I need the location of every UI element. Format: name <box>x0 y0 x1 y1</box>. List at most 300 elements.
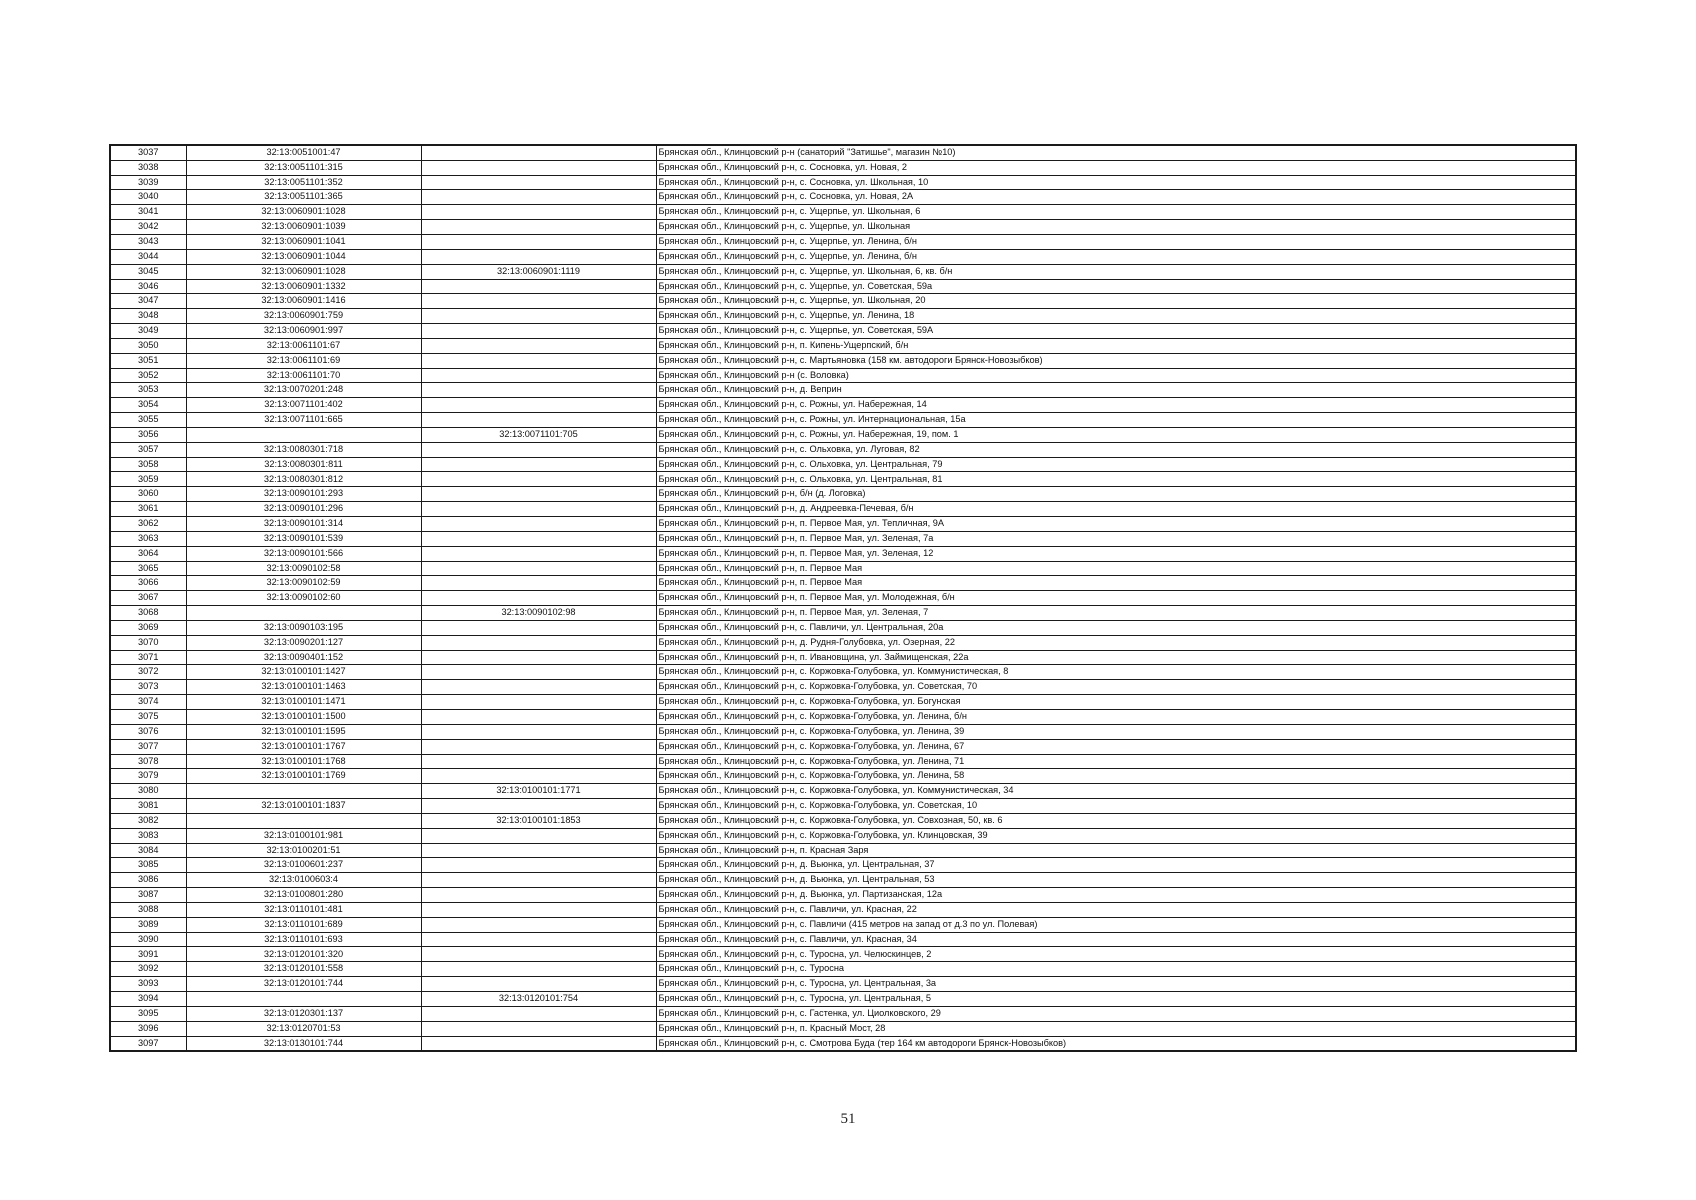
address-cell: Брянская обл., Клинцовский р-н, п. Первое Мая <box>656 576 1576 591</box>
related-cadastral-number-cell <box>421 932 656 947</box>
row-number-cell: 3038 <box>110 160 186 175</box>
cadastral-number-cell <box>186 784 421 799</box>
row-number-cell: 3072 <box>110 665 186 680</box>
cadastral-number-cell: 32:13:0090101:566 <box>186 546 421 561</box>
address-cell: Брянская обл., Клинцовский р-н, с. Ущерпье, ул. Советская, 59А <box>656 324 1576 339</box>
row-number-cell: 3092 <box>110 962 186 977</box>
cadastral-number-cell: 32:13:0110101:481 <box>186 902 421 917</box>
address-cell: Брянская обл., Клинцовский р-н, с. Туросна, ул. Челюскинцев, 2 <box>656 947 1576 962</box>
related-cadastral-number-cell <box>421 1021 656 1036</box>
table-row <box>110 606 1576 621</box>
related-cadastral-number-cell <box>421 309 656 324</box>
address-cell: Брянская обл., Клинцовский р-н, с. Мартьяновка (158 км. автодороги Брянск-Новозыбков) <box>656 353 1576 368</box>
address-cell: Брянская обл., Клинцовский р-н, с. Ущерпье, ул. Школьная, 6, кв. б/н <box>656 264 1576 279</box>
table-row <box>110 234 1576 249</box>
cadastral-number-cell: 32:13:0090101:296 <box>186 502 421 517</box>
cadastral-number-cell: 32:13:0100101:1767 <box>186 739 421 754</box>
row-number-cell: 3083 <box>110 828 186 843</box>
address-cell: Брянская обл., Клинцовский р-н, с. Коржовка-Голубовка, ул. Советская, 10 <box>656 799 1576 814</box>
table-row <box>110 724 1576 739</box>
cadastral-number-cell: 32:13:0100101:1471 <box>186 695 421 710</box>
row-number-cell: 3064 <box>110 546 186 561</box>
cadastral-number-cell: 32:13:0060901:1332 <box>186 279 421 294</box>
table-row <box>110 754 1576 769</box>
table-row <box>110 309 1576 324</box>
address-cell: Брянская обл., Клинцовский р-н (санаторий "Затишье", магазин №10) <box>656 145 1576 160</box>
related-cadastral-number-cell <box>421 413 656 428</box>
related-cadastral-number-cell <box>421 353 656 368</box>
related-cadastral-number-cell <box>421 873 656 888</box>
cadastral-number-cell: 32:13:0100101:1500 <box>186 709 421 724</box>
related-cadastral-number-cell <box>421 799 656 814</box>
address-cell: Брянская обл., Клинцовский р-н, с. Коржовка-Голубовка, ул. Ленина, 71 <box>656 754 1576 769</box>
address-cell: Брянская обл., Клинцовский р-н, с. Ольховка, ул. Центральная, 79 <box>656 457 1576 472</box>
row-number-cell: 3037 <box>110 145 186 160</box>
related-cadastral-number-cell <box>421 917 656 932</box>
row-number-cell: 3055 <box>110 413 186 428</box>
row-number-cell: 3049 <box>110 324 186 339</box>
address-cell: Брянская обл., Клинцовский р-н, п. Первое Мая, ул. Зеленая, 12 <box>656 546 1576 561</box>
cadastral-number-cell: 32:13:0100101:1595 <box>186 724 421 739</box>
row-number-cell: 3050 <box>110 338 186 353</box>
address-cell: Брянская обл., Клинцовский р-н, п. Красный Мост, 28 <box>656 1021 1576 1036</box>
related-cadastral-number-cell: 32:13:0100101:1771 <box>421 784 656 799</box>
cadastral-number-cell: 32:13:0061101:67 <box>186 338 421 353</box>
cadastral-number-cell: 32:13:0060901:1044 <box>186 249 421 264</box>
related-cadastral-number-cell <box>421 145 656 160</box>
cadastral-number-cell <box>186 606 421 621</box>
row-number-cell: 3069 <box>110 620 186 635</box>
table-row <box>110 576 1576 591</box>
address-cell: Брянская обл., Клинцовский р-н, с. Ущерпье, ул. Ленина, 18 <box>656 309 1576 324</box>
address-cell: Брянская обл., Клинцовский р-н, с. Павличи, ул. Красная, 22 <box>656 902 1576 917</box>
related-cadastral-number-cell <box>421 190 656 205</box>
address-cell: Брянская обл., Клинцовский р-н, д. Вьюнка, ул. Центральная, 53 <box>656 873 1576 888</box>
cadastral-number-cell: 32:13:0090201:127 <box>186 635 421 650</box>
address-cell: Брянская обл., Клинцовский р-н, с. Смотрова Буда (тер 164 км автодороги Брянск-Новозыбков) <box>656 1036 1576 1051</box>
row-number-cell: 3071 <box>110 650 186 665</box>
page-number: 51 <box>840 1111 856 1127</box>
row-number-cell: 3087 <box>110 888 186 903</box>
address-cell: Брянская обл., Клинцовский р-н, д. Андреевка-Печевая, б/н <box>656 502 1576 517</box>
related-cadastral-number-cell <box>421 724 656 739</box>
address-cell: Брянская обл., Клинцовский р-н, с. Ущерпье, ул. Ленина, б/н <box>656 234 1576 249</box>
address-cell: Брянская обл., Клинцовский р-н, с. Ущерпье, ул. Школьная, 20 <box>656 294 1576 309</box>
address-cell: Брянская обл., Клинцовский р-н (с. Воловка) <box>656 368 1576 383</box>
cadastral-number-cell: 32:13:0051101:315 <box>186 160 421 175</box>
table-row <box>110 160 1576 175</box>
cadastral-number-cell: 32:13:0060901:1028 <box>186 264 421 279</box>
row-number-cell: 3068 <box>110 606 186 621</box>
row-number-cell: 3085 <box>110 858 186 873</box>
related-cadastral-number-cell <box>421 249 656 264</box>
related-cadastral-number-cell <box>421 635 656 650</box>
table-row <box>110 546 1576 561</box>
address-cell: Брянская обл., Клинцовский р-н, б/н (д. Логовка) <box>656 487 1576 502</box>
table-row <box>110 799 1576 814</box>
cadastral-number-cell: 32:13:0090103:195 <box>186 620 421 635</box>
row-number-cell: 3054 <box>110 398 186 413</box>
cadastral-number-cell: 32:13:0080301:811 <box>186 457 421 472</box>
address-cell: Брянская обл., Клинцовский р-н, д. Вьюнка, ул. Центральная, 37 <box>656 858 1576 873</box>
related-cadastral-number-cell <box>421 754 656 769</box>
table-row <box>110 769 1576 784</box>
row-number-cell: 3047 <box>110 294 186 309</box>
cadastral-number-cell: 32:13:0090102:58 <box>186 561 421 576</box>
address-cell: Брянская обл., Клинцовский р-н, с. Коржовка-Голубовка, ул. Ленина, 67 <box>656 739 1576 754</box>
row-number-cell: 3044 <box>110 249 186 264</box>
row-number-cell: 3080 <box>110 784 186 799</box>
table-row <box>110 620 1576 635</box>
row-number-cell: 3048 <box>110 309 186 324</box>
address-cell: Брянская обл., Клинцовский р-н, с. Сосновка, ул. Новая, 2 <box>656 160 1576 175</box>
table-row <box>110 457 1576 472</box>
related-cadastral-number-cell <box>421 294 656 309</box>
table-row <box>110 635 1576 650</box>
related-cadastral-number-cell <box>421 175 656 190</box>
cadastral-number-cell: 32:13:0100101:1427 <box>186 665 421 680</box>
row-number-cell: 3053 <box>110 383 186 398</box>
table-row <box>110 873 1576 888</box>
row-number-cell: 3058 <box>110 457 186 472</box>
cadastral-number-cell: 32:13:0120701:53 <box>186 1021 421 1036</box>
address-cell: Брянская обл., Клинцовский р-н, с. Ольховка, ул. Луговая, 82 <box>656 442 1576 457</box>
table-row <box>110 888 1576 903</box>
table-row <box>110 324 1576 339</box>
cadastral-number-cell <box>186 813 421 828</box>
related-cadastral-number-cell <box>421 324 656 339</box>
related-cadastral-number-cell <box>421 843 656 858</box>
table-row <box>110 977 1576 992</box>
row-number-cell: 3078 <box>110 754 186 769</box>
related-cadastral-number-cell <box>421 665 656 680</box>
related-cadastral-number-cell <box>421 160 656 175</box>
row-number-cell: 3062 <box>110 517 186 532</box>
cadastral-number-cell: 32:13:0060901:1028 <box>186 205 421 220</box>
address-cell: Брянская обл., Клинцовский р-н, с. Туросна <box>656 962 1576 977</box>
table-row <box>110 353 1576 368</box>
related-cadastral-number-cell <box>421 1006 656 1021</box>
related-cadastral-number-cell <box>421 858 656 873</box>
cadastral-number-cell: 32:13:0120101:320 <box>186 947 421 962</box>
table-row <box>110 487 1576 502</box>
cadastral-number-cell: 32:13:0090102:60 <box>186 591 421 606</box>
row-number-cell: 3084 <box>110 843 186 858</box>
address-cell: Брянская обл., Клинцовский р-н, п. Красная Заря <box>656 843 1576 858</box>
table-row <box>110 249 1576 264</box>
cadastral-number-cell: 32:13:0090101:539 <box>186 531 421 546</box>
table-row <box>110 813 1576 828</box>
row-number-cell: 3066 <box>110 576 186 591</box>
related-cadastral-number-cell <box>421 888 656 903</box>
row-number-cell: 3059 <box>110 472 186 487</box>
related-cadastral-number-cell: 32:13:0060901:1119 <box>421 264 656 279</box>
registry-table <box>109 144 1577 1052</box>
row-number-cell: 3065 <box>110 561 186 576</box>
table-row <box>110 398 1576 413</box>
cadastral-number-cell: 32:13:0110101:689 <box>186 917 421 932</box>
related-cadastral-number-cell <box>421 234 656 249</box>
cadastral-number-cell: 32:13:0060901:1416 <box>186 294 421 309</box>
cadastral-number-cell <box>186 427 421 442</box>
cadastral-number-cell: 32:13:0071101:665 <box>186 413 421 428</box>
cadastral-number-cell: 32:13:0120101:558 <box>186 962 421 977</box>
cadastral-number-cell: 32:13:0120301:137 <box>186 1006 421 1021</box>
address-cell: Брянская обл., Клинцовский р-н, с. Коржовка-Голубовка, ул. Ленина, 58 <box>656 769 1576 784</box>
row-number-cell: 3075 <box>110 709 186 724</box>
address-cell: Брянская обл., Клинцовский р-н, с. Ольховка, ул. Центральная, 81 <box>656 472 1576 487</box>
related-cadastral-number-cell <box>421 561 656 576</box>
table-row <box>110 843 1576 858</box>
address-cell: Брянская обл., Клинцовский р-н, с. Коржовка-Голубовка, ул. Ленина, б/н <box>656 709 1576 724</box>
related-cadastral-number-cell <box>421 487 656 502</box>
row-number-cell: 3056 <box>110 427 186 442</box>
address-cell: Брянская обл., Клинцовский р-н, с. Коржовка-Голубовка, ул. Богунская <box>656 695 1576 710</box>
cadastral-number-cell: 32:13:0090101:314 <box>186 517 421 532</box>
table-row <box>110 205 1576 220</box>
table-row <box>110 962 1576 977</box>
row-number-cell: 3093 <box>110 977 186 992</box>
row-number-cell: 3043 <box>110 234 186 249</box>
cadastral-number-cell: 32:13:0100201:51 <box>186 843 421 858</box>
row-number-cell: 3045 <box>110 264 186 279</box>
cadastral-number-cell: 32:13:0080301:812 <box>186 472 421 487</box>
related-cadastral-number-cell <box>421 709 656 724</box>
address-cell: Брянская обл., Клинцовский р-н, с. Туросна, ул. Центральная, 5 <box>656 992 1576 1007</box>
table-row <box>110 665 1576 680</box>
address-cell: Брянская обл., Клинцовский р-н, с. Туросна, ул. Центральная, 3а <box>656 977 1576 992</box>
cadastral-number-cell: 32:13:0061101:70 <box>186 368 421 383</box>
cadastral-number-cell: 32:13:0100101:1768 <box>186 754 421 769</box>
table-row <box>110 709 1576 724</box>
table-row <box>110 220 1576 235</box>
related-cadastral-number-cell <box>421 576 656 591</box>
row-number-cell: 3089 <box>110 917 186 932</box>
cadastral-number-cell: 32:13:0100101:1463 <box>186 680 421 695</box>
address-cell: Брянская обл., Клинцовский р-н, с. Ущерпье, ул. Школьная <box>656 220 1576 235</box>
address-cell: Брянская обл., Клинцовский р-н, с. Коржовка-Голубовка, ул. Клинцовская, 39 <box>656 828 1576 843</box>
cadastral-number-cell: 32:13:0061101:69 <box>186 353 421 368</box>
table-row <box>110 1006 1576 1021</box>
table-row <box>110 680 1576 695</box>
related-cadastral-number-cell <box>421 695 656 710</box>
address-cell: Брянская обл., Клинцовский р-н, п. Первое Мая, ул. Зеленая, 7а <box>656 531 1576 546</box>
related-cadastral-number-cell: 32:13:0100101:1853 <box>421 813 656 828</box>
table-row <box>110 413 1576 428</box>
cadastral-number-cell: 32:13:0051001:47 <box>186 145 421 160</box>
address-cell: Брянская обл., Клинцовский р-н, п. Ивановщина, ул. Займищенская, 22а <box>656 650 1576 665</box>
cadastral-number-cell: 32:13:0120101:744 <box>186 977 421 992</box>
related-cadastral-number-cell <box>421 502 656 517</box>
related-cadastral-number-cell <box>421 472 656 487</box>
row-number-cell: 3077 <box>110 739 186 754</box>
table-row <box>110 517 1576 532</box>
row-number-cell: 3061 <box>110 502 186 517</box>
address-cell: Брянская обл., Клинцовский р-н, д. Веприн <box>656 383 1576 398</box>
address-cell: Брянская обл., Клинцовский р-н, с. Сосновка, ул. Школьная, 10 <box>656 175 1576 190</box>
row-number-cell: 3091 <box>110 947 186 962</box>
row-number-cell: 3086 <box>110 873 186 888</box>
cadastral-number-cell: 32:13:0110101:693 <box>186 932 421 947</box>
cadastral-number-cell: 32:13:0060901:1041 <box>186 234 421 249</box>
table-row <box>110 427 1576 442</box>
table-row <box>110 531 1576 546</box>
table-row <box>110 338 1576 353</box>
cadastral-number-cell: 32:13:0100801:280 <box>186 888 421 903</box>
table-row <box>110 279 1576 294</box>
related-cadastral-number-cell <box>421 279 656 294</box>
table-row <box>110 739 1576 754</box>
cadastral-number-cell: 32:13:0090101:293 <box>186 487 421 502</box>
table-row <box>110 917 1576 932</box>
cadastral-number-cell: 32:13:0100601:237 <box>186 858 421 873</box>
table-row <box>110 502 1576 517</box>
row-number-cell: 3079 <box>110 769 186 784</box>
address-cell: Брянская обл., Клинцовский р-н, с. Сосновка, ул. Новая, 2А <box>656 190 1576 205</box>
table-row <box>110 992 1576 1007</box>
related-cadastral-number-cell <box>421 517 656 532</box>
cadastral-number-cell: 32:13:0100101:981 <box>186 828 421 843</box>
table-row <box>110 190 1576 205</box>
table-row <box>110 145 1576 160</box>
related-cadastral-number-cell <box>421 398 656 413</box>
cadastral-number-cell: 32:13:0060901:997 <box>186 324 421 339</box>
related-cadastral-number-cell: 32:13:0090102:98 <box>421 606 656 621</box>
row-number-cell: 3094 <box>110 992 186 1007</box>
related-cadastral-number-cell <box>421 591 656 606</box>
row-number-cell: 3097 <box>110 1036 186 1051</box>
table-row <box>110 858 1576 873</box>
row-number-cell: 3046 <box>110 279 186 294</box>
related-cadastral-number-cell <box>421 383 656 398</box>
table-row <box>110 695 1576 710</box>
row-number-cell: 3052 <box>110 368 186 383</box>
address-cell: Брянская обл., Клинцовский р-н, с. Коржовка-Голубовка, ул. Советская, 70 <box>656 680 1576 695</box>
table-row <box>110 1021 1576 1036</box>
table-row <box>110 784 1576 799</box>
address-cell: Брянская обл., Клинцовский р-н, с. Рожны, ул. Интернациональная, 15а <box>656 413 1576 428</box>
address-cell: Брянская обл., Клинцовский р-н, п. Первое Мая, ул. Тепличная, 9А <box>656 517 1576 532</box>
table-row <box>110 561 1576 576</box>
cadastral-number-cell: 32:13:0100101:1837 <box>186 799 421 814</box>
row-number-cell: 3095 <box>110 1006 186 1021</box>
cadastral-number-cell <box>186 992 421 1007</box>
cadastral-number-cell: 32:13:0051101:352 <box>186 175 421 190</box>
related-cadastral-number-cell <box>421 902 656 917</box>
related-cadastral-number-cell <box>421 962 656 977</box>
address-cell: Брянская обл., Клинцовский р-н, п. Первое Мая, ул. Молодежная, б/н <box>656 591 1576 606</box>
address-cell: Брянская обл., Клинцовский р-н, с. Рожны, ул. Набережная, 14 <box>656 398 1576 413</box>
row-number-cell: 3088 <box>110 902 186 917</box>
table-row <box>110 442 1576 457</box>
row-number-cell: 3040 <box>110 190 186 205</box>
address-cell: Брянская обл., Клинцовский р-н, с. Рожны, ул. Набережная, 19, пом. 1 <box>656 427 1576 442</box>
row-number-cell: 3067 <box>110 591 186 606</box>
table-row <box>110 947 1576 962</box>
related-cadastral-number-cell <box>421 457 656 472</box>
table-row <box>110 650 1576 665</box>
related-cadastral-number-cell <box>421 947 656 962</box>
cadastral-number-cell: 32:13:0090401:152 <box>186 650 421 665</box>
table-row <box>110 294 1576 309</box>
row-number-cell: 3070 <box>110 635 186 650</box>
address-cell: Брянская обл., Клинцовский р-н, с. Ущерпье, ул. Школьная, 6 <box>656 205 1576 220</box>
cadastral-number-cell: 32:13:0070201:248 <box>186 383 421 398</box>
address-cell: Брянская обл., Клинцовский р-н, с. Павличи, ул. Красная, 34 <box>656 932 1576 947</box>
row-number-cell: 3090 <box>110 932 186 947</box>
row-number-cell: 3074 <box>110 695 186 710</box>
row-number-cell: 3051 <box>110 353 186 368</box>
table-row <box>110 591 1576 606</box>
table-row <box>110 902 1576 917</box>
cadastral-number-cell: 32:13:0080301:718 <box>186 442 421 457</box>
table-row <box>110 368 1576 383</box>
related-cadastral-number-cell: 32:13:0120101:754 <box>421 992 656 1007</box>
related-cadastral-number-cell <box>421 338 656 353</box>
table-row <box>110 932 1576 947</box>
cadastral-number-cell: 32:13:0090102:59 <box>186 576 421 591</box>
address-cell: Брянская обл., Клинцовский р-н, с. Павличи, ул. Центральная, 20а <box>656 620 1576 635</box>
cadastral-number-cell: 32:13:0060901:759 <box>186 309 421 324</box>
related-cadastral-number-cell <box>421 680 656 695</box>
row-number-cell: 3060 <box>110 487 186 502</box>
row-number-cell: 3076 <box>110 724 186 739</box>
address-cell: Брянская обл., Клинцовский р-н, д. Вьюнка, ул. Партизанская, 12а <box>656 888 1576 903</box>
address-cell: Брянская обл., Клинцовский р-н, с. Коржовка-Голубовка, ул. Ленина, 39 <box>656 724 1576 739</box>
related-cadastral-number-cell <box>421 739 656 754</box>
cadastral-number-cell: 32:13:0051101:365 <box>186 190 421 205</box>
table-row <box>110 1036 1576 1051</box>
related-cadastral-number-cell <box>421 442 656 457</box>
table-row <box>110 264 1576 279</box>
address-cell: Брянская обл., Клинцовский р-н, с. Ущерпье, ул. Ленина, б/н <box>656 249 1576 264</box>
address-cell: Брянская обл., Клинцовский р-н, с. Коржовка-Голубовка, ул. Коммунистическая, 8 <box>656 665 1576 680</box>
cadastral-number-cell: 32:13:0060901:1039 <box>186 220 421 235</box>
row-number-cell: 3096 <box>110 1021 186 1036</box>
related-cadastral-number-cell <box>421 977 656 992</box>
table-row <box>110 383 1576 398</box>
registry-body <box>110 145 1576 1051</box>
row-number-cell: 3057 <box>110 442 186 457</box>
related-cadastral-number-cell <box>421 650 656 665</box>
table-row <box>110 828 1576 843</box>
address-cell: Брянская обл., Клинцовский р-н, с. Ущерпье, ул. Советская, 59а <box>656 279 1576 294</box>
related-cadastral-number-cell <box>421 546 656 561</box>
cadastral-number-cell: 32:13:0100603:4 <box>186 873 421 888</box>
cadastral-number-cell: 32:13:0130101:744 <box>186 1036 421 1051</box>
address-cell: Брянская обл., Клинцовский р-н, п. Первое Мая, ул. Зеленая, 7 <box>656 606 1576 621</box>
cadastral-number-cell: 32:13:0071101:402 <box>186 398 421 413</box>
related-cadastral-number-cell <box>421 531 656 546</box>
related-cadastral-number-cell <box>421 220 656 235</box>
row-number-cell: 3041 <box>110 205 186 220</box>
address-cell: Брянская обл., Клинцовский р-н, с. Коржовка-Голубовка, ул. Коммунистическая, 34 <box>656 784 1576 799</box>
row-number-cell: 3042 <box>110 220 186 235</box>
cadastral-number-cell: 32:13:0100101:1769 <box>186 769 421 784</box>
related-cadastral-number-cell <box>421 769 656 784</box>
related-cadastral-number-cell <box>421 205 656 220</box>
related-cadastral-number-cell <box>421 828 656 843</box>
related-cadastral-number-cell: 32:13:0071101:705 <box>421 427 656 442</box>
table-row <box>110 175 1576 190</box>
row-number-cell: 3082 <box>110 813 186 828</box>
address-cell: Брянская обл., Клинцовский р-н, с. Гастенка, ул. Циолковского, 29 <box>656 1006 1576 1021</box>
address-cell: Брянская обл., Клинцовский р-н, п. Кипень-Ущерпский, б/н <box>656 338 1576 353</box>
row-number-cell: 3039 <box>110 175 186 190</box>
related-cadastral-number-cell <box>421 620 656 635</box>
row-number-cell: 3073 <box>110 680 186 695</box>
related-cadastral-number-cell <box>421 1036 656 1051</box>
